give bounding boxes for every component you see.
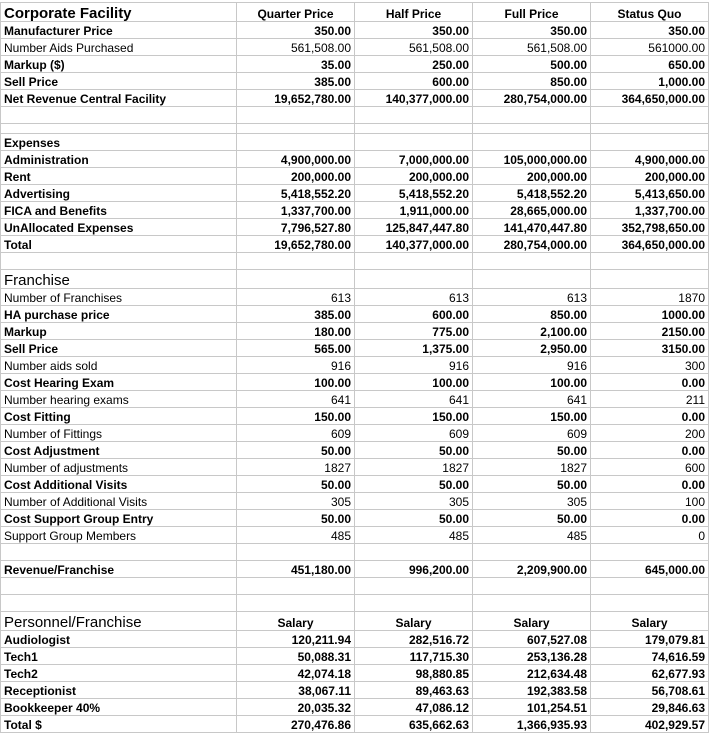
value-cell[interactable]: 485 (473, 527, 591, 544)
value-cell[interactable]: 125,847,447.80 (355, 219, 473, 236)
value-cell[interactable]: 5,413,650.00 (591, 185, 709, 202)
row-label[interactable]: Manufacturer Price (1, 22, 237, 39)
empty-cell[interactable] (355, 134, 473, 151)
row-label[interactable]: FICA and Benefits (1, 202, 237, 219)
value-cell[interactable]: 0.00 (591, 476, 709, 493)
value-cell[interactable]: 211 (591, 391, 709, 408)
section-title-row (1, 270, 709, 289)
empty-cell[interactable] (591, 270, 709, 289)
table-row (1, 90, 709, 107)
value-cell[interactable]: 364,650,000.00 (591, 236, 709, 253)
table-row (1, 665, 709, 682)
value-cell[interactable]: 280,754,000.00 (473, 90, 591, 107)
row-label[interactable]: Tech1 (1, 648, 237, 665)
table-row (1, 39, 709, 56)
value-cell[interactable]: 2,950.00 (473, 340, 591, 357)
value-cell[interactable]: 179,079.81 (591, 631, 709, 648)
value-cell[interactable]: 565.00 (237, 340, 355, 357)
value-cell[interactable]: 101,254.51 (473, 699, 591, 716)
row-label[interactable]: Administration (1, 151, 237, 168)
value-cell[interactable]: 350.00 (473, 22, 591, 39)
column-header[interactable]: Status Quo (591, 3, 709, 22)
value-cell[interactable]: 270,476.86 (237, 716, 355, 733)
row-label[interactable]: Number of Franchises (1, 289, 237, 306)
value-cell[interactable]: 485 (237, 527, 355, 544)
value-cell[interactable]: 50.00 (237, 510, 355, 527)
row-label[interactable]: Number of adjustments (1, 459, 237, 476)
row-label[interactable]: Net Revenue Central Facility (1, 90, 237, 107)
row-label[interactable]: HA purchase price (1, 306, 237, 323)
value-cell[interactable]: 4,900,000.00 (591, 151, 709, 168)
value-cell[interactable]: 50.00 (237, 442, 355, 459)
blank-row (1, 107, 709, 124)
value-cell[interactable]: 100.00 (237, 374, 355, 391)
row-label[interactable]: Number of Additional Visits (1, 493, 237, 510)
value-cell[interactable]: 192,383.58 (473, 682, 591, 699)
value-cell[interactable]: 180.00 (237, 323, 355, 340)
table-row (1, 682, 709, 699)
table-row (1, 459, 709, 476)
row-label[interactable]: Support Group Members (1, 527, 237, 544)
empty-cell[interactable] (237, 595, 355, 612)
salary-header[interactable]: Salary (237, 612, 355, 631)
value-cell[interactable]: 150.00 (355, 408, 473, 425)
value-cell[interactable]: 650.00 (591, 56, 709, 73)
row-label[interactable]: Advertising (1, 185, 237, 202)
row-label[interactable]: Markup ($) (1, 56, 237, 73)
value-cell[interactable]: 1,911,000.00 (355, 202, 473, 219)
empty-cell[interactable] (355, 107, 473, 124)
value-cell[interactable]: 2150.00 (591, 323, 709, 340)
value-cell[interactable]: 4,900,000.00 (237, 151, 355, 168)
spreadsheet-grid (0, 2, 709, 733)
value-cell[interactable]: 1870 (591, 289, 709, 306)
empty-cell[interactable] (237, 107, 355, 124)
value-cell[interactable]: 120,211.94 (237, 631, 355, 648)
empty-cell[interactable] (237, 124, 355, 134)
salary-header[interactable]: Salary (591, 612, 709, 631)
table-row (1, 699, 709, 716)
value-cell[interactable]: 7,000,000.00 (355, 151, 473, 168)
value-cell[interactable]: 850.00 (473, 306, 591, 323)
value-cell[interactable]: 1,337,700.00 (237, 202, 355, 219)
row-label[interactable]: Number Aids Purchased (1, 39, 237, 56)
value-cell[interactable]: 200,000.00 (473, 168, 591, 185)
table-row (1, 561, 709, 578)
row-label[interactable]: Markup (1, 323, 237, 340)
value-cell[interactable]: 29,846.63 (591, 699, 709, 716)
value-cell[interactable]: 607,527.08 (473, 631, 591, 648)
value-cell[interactable]: 1827 (237, 459, 355, 476)
section-title[interactable]: Expenses (1, 134, 237, 151)
table-row (1, 476, 709, 493)
table-row (1, 648, 709, 665)
empty-cell[interactable] (355, 253, 473, 270)
empty-cell[interactable] (591, 595, 709, 612)
table-row (1, 631, 709, 648)
table-row (1, 442, 709, 459)
value-cell[interactable]: 117,715.30 (355, 648, 473, 665)
value-cell[interactable]: 613 (473, 289, 591, 306)
value-cell[interactable]: 1,000.00 (591, 73, 709, 90)
column-header[interactable]: Half Price (355, 3, 473, 22)
row-label[interactable]: Rent (1, 168, 237, 185)
blank-row (1, 253, 709, 270)
empty-cell[interactable] (355, 578, 473, 595)
row-label[interactable]: Total $ (1, 716, 237, 733)
value-cell[interactable]: 916 (355, 357, 473, 374)
value-cell[interactable]: 150.00 (473, 408, 591, 425)
empty-cell[interactable] (237, 270, 355, 289)
empty-cell[interactable] (473, 595, 591, 612)
value-cell[interactable]: 200 (591, 425, 709, 442)
value-cell[interactable]: 253,136.28 (473, 648, 591, 665)
empty-cell[interactable] (473, 544, 591, 561)
section-title-row (1, 3, 709, 22)
value-cell[interactable]: 1,375.00 (355, 340, 473, 357)
empty-cell[interactable] (591, 544, 709, 561)
value-cell[interactable]: 100.00 (355, 374, 473, 391)
value-cell[interactable]: 350.00 (355, 22, 473, 39)
value-cell[interactable]: 0 (591, 527, 709, 544)
row-label[interactable]: Sell Price (1, 340, 237, 357)
table-row (1, 56, 709, 73)
empty-cell[interactable] (591, 134, 709, 151)
value-cell[interactable]: 62,677.93 (591, 665, 709, 682)
table-row (1, 289, 709, 306)
empty-cell[interactable] (237, 253, 355, 270)
value-cell[interactable]: 150.00 (237, 408, 355, 425)
value-cell[interactable]: 5,418,552.20 (473, 185, 591, 202)
table-row (1, 323, 709, 340)
empty-cell[interactable] (355, 270, 473, 289)
blank-row (1, 595, 709, 612)
table-row (1, 510, 709, 527)
value-cell[interactable]: 305 (355, 493, 473, 510)
value-cell[interactable]: 200,000.00 (355, 168, 473, 185)
row-label[interactable]: Audiologist (1, 631, 237, 648)
value-cell[interactable]: 5,418,552.20 (355, 185, 473, 202)
table-row (1, 493, 709, 510)
empty-cell[interactable] (1, 124, 237, 134)
table-row (1, 391, 709, 408)
row-label[interactable]: Sell Price (1, 73, 237, 90)
row-label[interactable]: Cost Additional Visits (1, 476, 237, 493)
empty-cell[interactable] (473, 253, 591, 270)
table-row (1, 202, 709, 219)
blank-row (1, 124, 709, 134)
value-cell[interactable]: 485 (355, 527, 473, 544)
row-label[interactable]: Number of Fittings (1, 425, 237, 442)
blank-row (1, 578, 709, 595)
empty-cell[interactable] (237, 578, 355, 595)
table-row (1, 22, 709, 39)
value-cell[interactable]: 0.00 (591, 442, 709, 459)
value-cell[interactable]: 250.00 (355, 56, 473, 73)
empty-cell[interactable] (355, 544, 473, 561)
section-title[interactable]: Personnel/Franchise (1, 612, 237, 631)
value-cell[interactable]: 352,798,650.00 (591, 219, 709, 236)
empty-cell[interactable] (1, 253, 237, 270)
row-label[interactable]: Number hearing exams (1, 391, 237, 408)
table-row (1, 425, 709, 442)
empty-cell[interactable] (473, 270, 591, 289)
table-row (1, 236, 709, 253)
value-cell[interactable]: 5,418,552.20 (237, 185, 355, 202)
value-cell[interactable]: 140,377,000.00 (355, 236, 473, 253)
section-title-row (1, 612, 709, 631)
value-cell[interactable]: 635,662.63 (355, 716, 473, 733)
value-cell[interactable]: 100.00 (473, 374, 591, 391)
value-cell[interactable]: 282,516.72 (355, 631, 473, 648)
value-cell[interactable]: 20,035.32 (237, 699, 355, 716)
value-cell[interactable]: 600.00 (355, 73, 473, 90)
value-cell[interactable]: 775.00 (355, 323, 473, 340)
value-cell[interactable]: 28,665,000.00 (473, 202, 591, 219)
row-label[interactable]: UnAllocated Expenses (1, 219, 237, 236)
value-cell[interactable]: 50.00 (355, 442, 473, 459)
column-header[interactable]: Full Price (473, 3, 591, 22)
value-cell[interactable]: 996,200.00 (355, 561, 473, 578)
value-cell[interactable]: 141,470,447.80 (473, 219, 591, 236)
value-cell[interactable]: 50.00 (473, 476, 591, 493)
value-cell[interactable]: 641 (473, 391, 591, 408)
value-cell[interactable]: 74,616.59 (591, 648, 709, 665)
salary-header[interactable]: Salary (355, 612, 473, 631)
value-cell[interactable]: 19,652,780.00 (237, 236, 355, 253)
table-row (1, 716, 709, 733)
empty-cell[interactable] (473, 124, 591, 134)
value-cell[interactable]: 561,508.00 (355, 39, 473, 56)
value-cell[interactable]: 305 (473, 493, 591, 510)
value-cell[interactable]: 140,377,000.00 (355, 90, 473, 107)
value-cell[interactable]: 850.00 (473, 73, 591, 90)
value-cell[interactable]: 609 (473, 425, 591, 442)
empty-cell[interactable] (355, 124, 473, 134)
value-cell[interactable]: 38,067.11 (237, 682, 355, 699)
value-cell[interactable]: 98,880.85 (355, 665, 473, 682)
value-cell[interactable]: 350.00 (591, 22, 709, 39)
table-row (1, 168, 709, 185)
value-cell[interactable]: 200,000.00 (591, 168, 709, 185)
value-cell[interactable]: 1827 (355, 459, 473, 476)
value-cell[interactable]: 47,086.12 (355, 699, 473, 716)
value-cell[interactable]: 561,508.00 (473, 39, 591, 56)
empty-cell[interactable] (591, 253, 709, 270)
value-cell[interactable]: 305 (237, 493, 355, 510)
value-cell[interactable]: 89,463.63 (355, 682, 473, 699)
value-cell[interactable]: 350.00 (237, 22, 355, 39)
empty-cell[interactable] (237, 134, 355, 151)
row-label[interactable]: Cost Support Group Entry (1, 510, 237, 527)
value-cell[interactable]: 600 (591, 459, 709, 476)
value-cell[interactable]: 50.00 (473, 442, 591, 459)
table-row (1, 306, 709, 323)
value-cell[interactable]: 916 (473, 357, 591, 374)
value-cell[interactable]: 2,100.00 (473, 323, 591, 340)
value-cell[interactable]: 364,650,000.00 (591, 90, 709, 107)
row-label[interactable]: Cost Hearing Exam (1, 374, 237, 391)
section-title[interactable]: Corporate Facility (1, 3, 237, 22)
table-row (1, 185, 709, 202)
value-cell[interactable]: 50,088.31 (237, 648, 355, 665)
value-cell[interactable]: 50.00 (237, 476, 355, 493)
row-label[interactable]: Revenue/Franchise (1, 561, 237, 578)
value-cell[interactable]: 1,337,700.00 (591, 202, 709, 219)
value-cell[interactable]: 641 (237, 391, 355, 408)
value-cell[interactable]: 212,634.48 (473, 665, 591, 682)
value-cell[interactable]: 100 (591, 493, 709, 510)
row-label[interactable]: Cost Adjustment (1, 442, 237, 459)
empty-cell[interactable] (1, 595, 237, 612)
value-cell[interactable]: 385.00 (237, 306, 355, 323)
value-cell[interactable]: 105,000,000.00 (473, 151, 591, 168)
blank-row (1, 544, 709, 561)
value-cell[interactable]: 0.00 (591, 510, 709, 527)
value-cell[interactable]: 500.00 (473, 56, 591, 73)
value-cell[interactable]: 300 (591, 357, 709, 374)
value-cell[interactable]: 0.00 (591, 374, 709, 391)
row-label[interactable]: Bookkeeper 40% (1, 699, 237, 716)
table-row (1, 527, 709, 544)
value-cell[interactable]: 1,366,935.93 (473, 716, 591, 733)
row-label[interactable]: Total (1, 236, 237, 253)
table-row (1, 374, 709, 391)
empty-cell[interactable] (591, 578, 709, 595)
value-cell[interactable]: 50.00 (355, 476, 473, 493)
value-cell[interactable]: 613 (355, 289, 473, 306)
row-label[interactable]: Tech2 (1, 665, 237, 682)
row-label[interactable]: Number aids sold (1, 357, 237, 374)
value-cell[interactable]: 402,929.57 (591, 716, 709, 733)
empty-cell[interactable] (355, 595, 473, 612)
table-row (1, 357, 709, 374)
empty-cell[interactable] (1, 578, 237, 595)
value-cell[interactable]: 3150.00 (591, 340, 709, 357)
row-label[interactable]: Receptionist (1, 682, 237, 699)
value-cell[interactable]: 600.00 (355, 306, 473, 323)
value-cell[interactable]: 451,180.00 (237, 561, 355, 578)
column-header[interactable]: Quarter Price (237, 3, 355, 22)
section-title[interactable]: Franchise (1, 270, 237, 289)
empty-cell[interactable] (591, 107, 709, 124)
empty-cell[interactable] (1, 107, 237, 124)
value-cell[interactable]: 609 (355, 425, 473, 442)
table-row (1, 151, 709, 168)
empty-cell[interactable] (1, 544, 237, 561)
value-cell[interactable]: 19,652,780.00 (237, 90, 355, 107)
value-cell[interactable]: 35.00 (237, 56, 355, 73)
table-row (1, 73, 709, 90)
empty-cell[interactable] (473, 134, 591, 151)
value-cell[interactable]: 641 (355, 391, 473, 408)
empty-cell[interactable] (473, 107, 591, 124)
table-row (1, 408, 709, 425)
value-cell[interactable]: 613 (237, 289, 355, 306)
value-cell[interactable]: 42,074.18 (237, 665, 355, 682)
value-cell[interactable]: 50.00 (473, 510, 591, 527)
value-cell[interactable]: 56,708.61 (591, 682, 709, 699)
table-row (1, 219, 709, 236)
value-cell[interactable]: 561,508.00 (237, 39, 355, 56)
value-cell[interactable]: 385.00 (237, 73, 355, 90)
table-row (1, 340, 709, 357)
value-cell[interactable]: 1827 (473, 459, 591, 476)
value-cell[interactable]: 280,754,000.00 (473, 236, 591, 253)
empty-cell[interactable] (473, 578, 591, 595)
value-cell[interactable]: 1000.00 (591, 306, 709, 323)
empty-cell[interactable] (237, 544, 355, 561)
value-cell[interactable]: 561000.00 (591, 39, 709, 56)
value-cell[interactable]: 0.00 (591, 408, 709, 425)
value-cell[interactable]: 609 (237, 425, 355, 442)
value-cell[interactable]: 200,000.00 (237, 168, 355, 185)
salary-header[interactable]: Salary (473, 612, 591, 631)
value-cell[interactable]: 645,000.00 (591, 561, 709, 578)
row-label[interactable]: Cost Fitting (1, 408, 237, 425)
value-cell[interactable]: 7,796,527.80 (237, 219, 355, 236)
value-cell[interactable]: 916 (237, 357, 355, 374)
value-cell[interactable]: 50.00 (355, 510, 473, 527)
section-title-row (1, 134, 709, 151)
empty-cell[interactable] (591, 124, 709, 134)
value-cell[interactable]: 2,209,900.00 (473, 561, 591, 578)
